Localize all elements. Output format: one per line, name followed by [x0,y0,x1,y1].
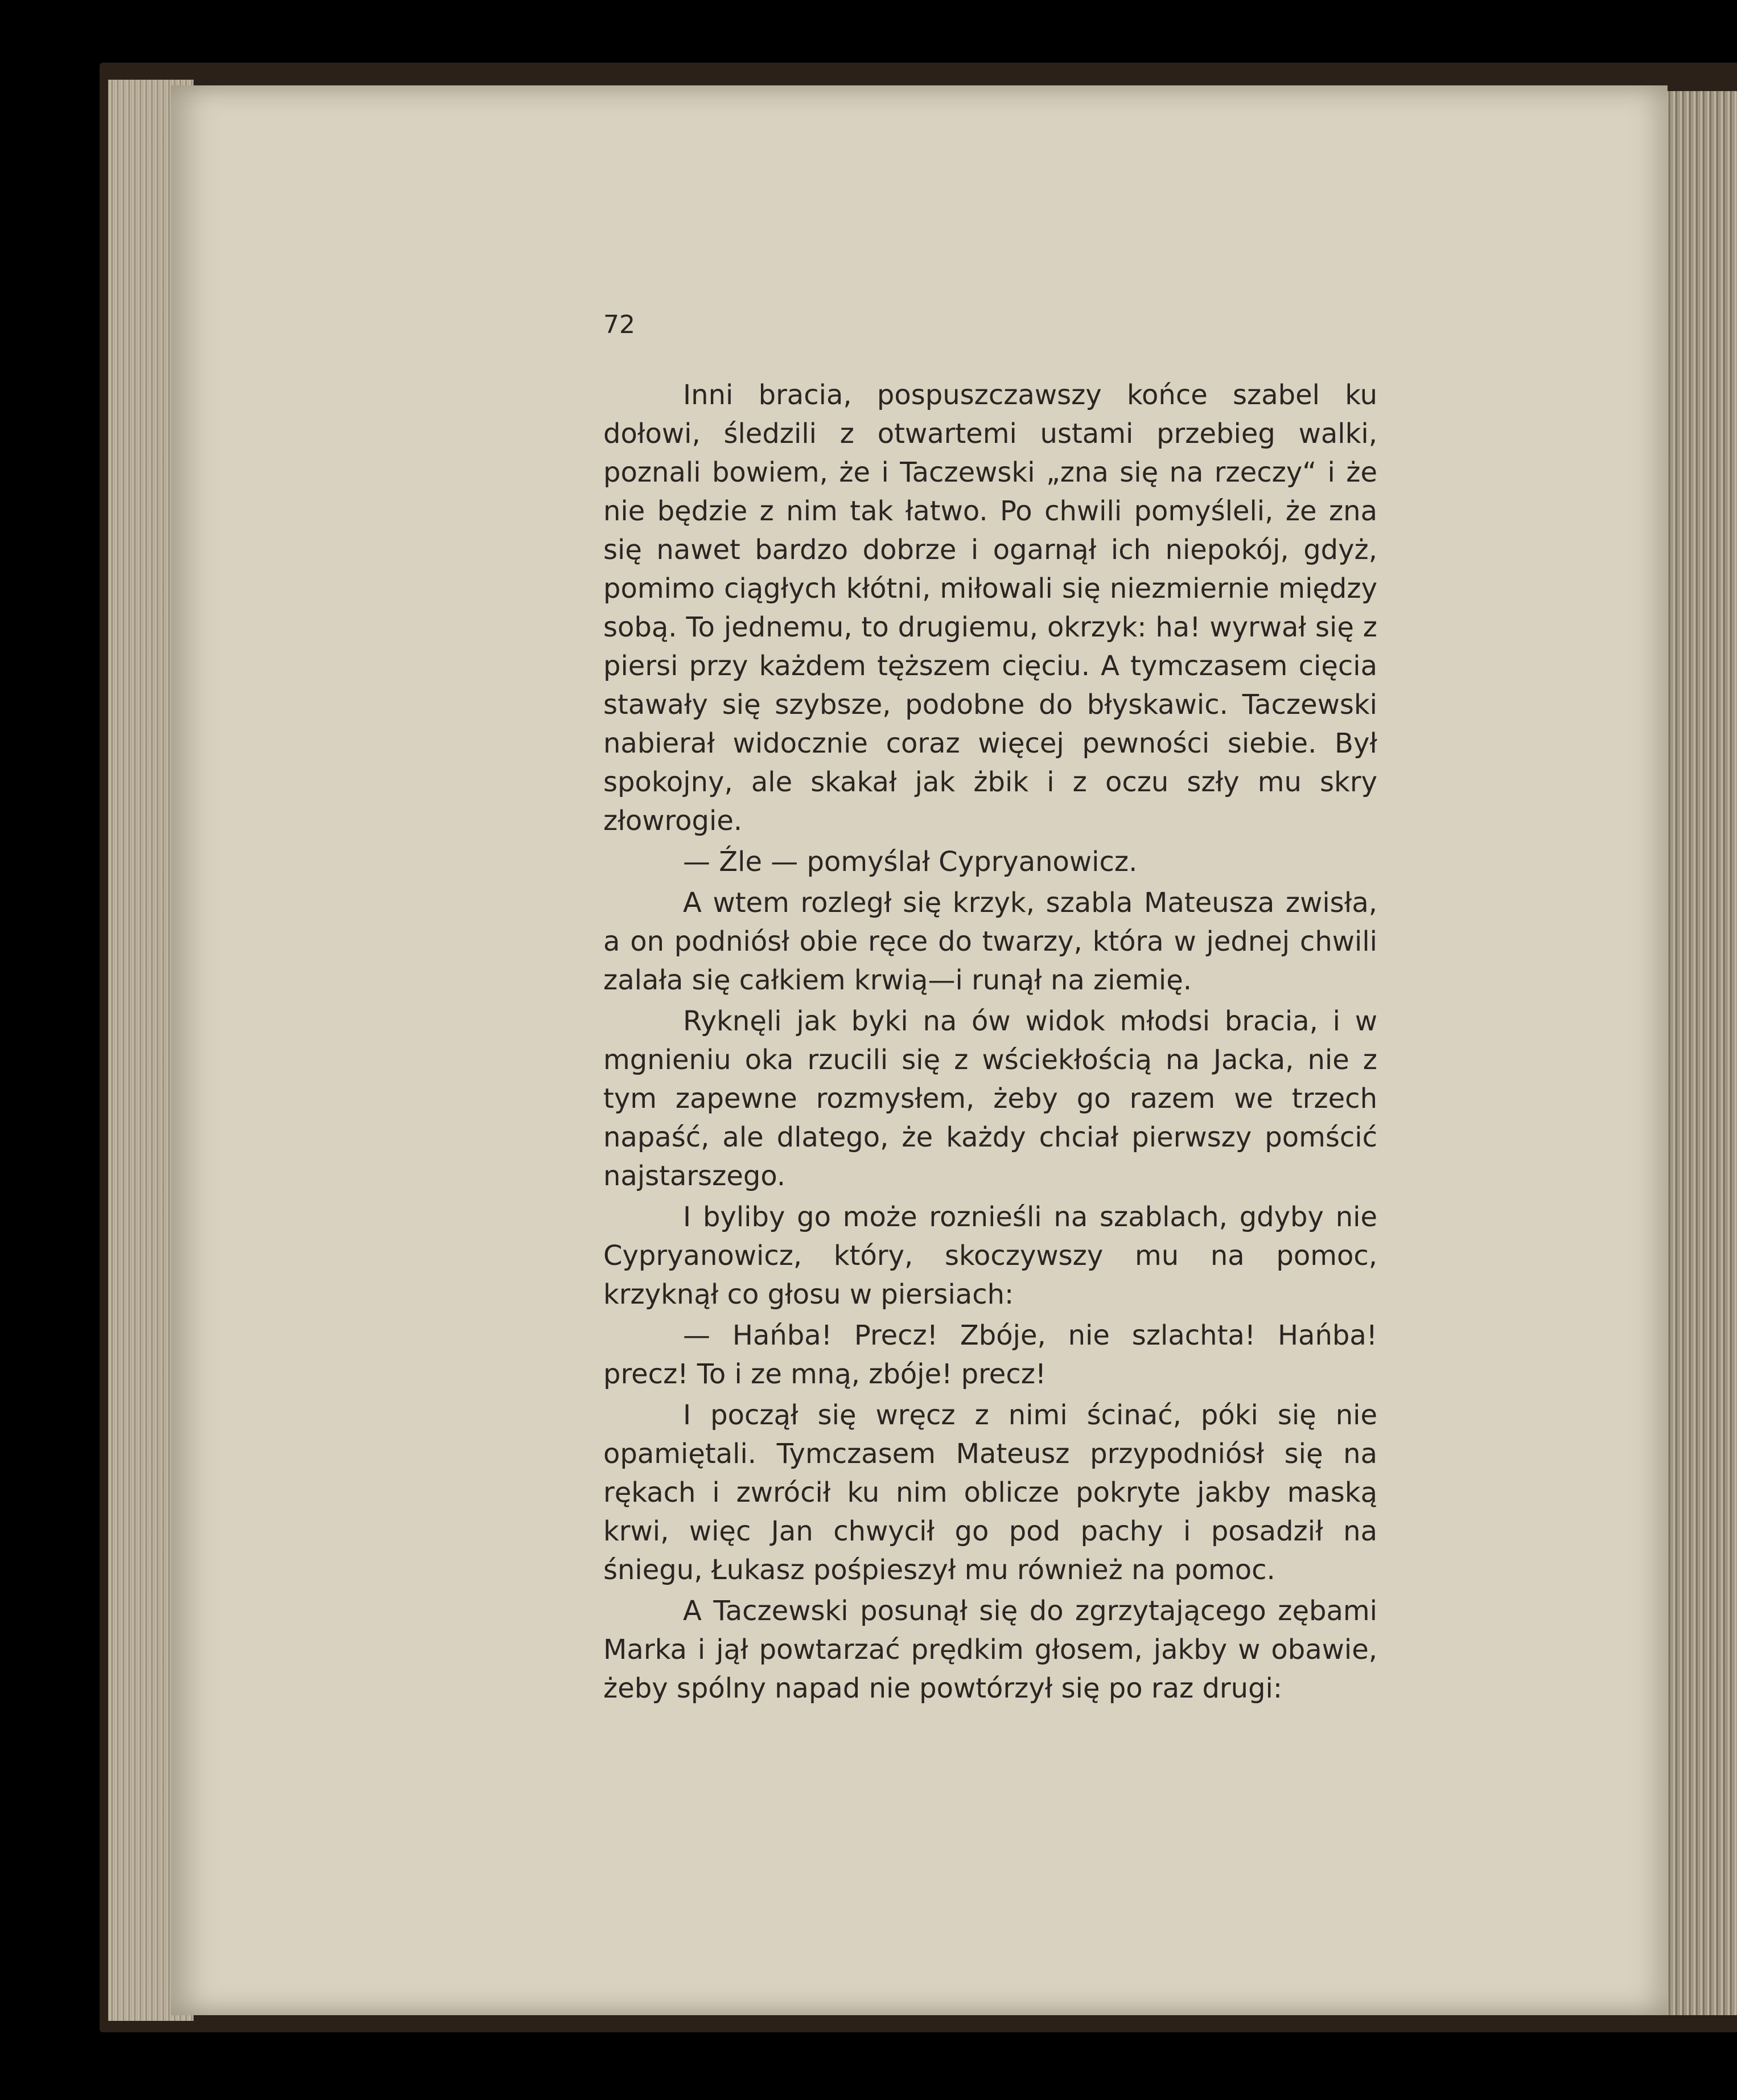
paragraph: Inni bracia, pospuszczawszy końce szabel ku dołowi, śledzili z otwartemi ustami przebieg walki, poznali bowiem, że i Taczewski „zna się na rzeczy“ i że nie będzie z nim tak łatwo. Po chwili pomyśleli, że zna się nawet bardzo dobrze i ogarnął ich niepokój, gdyż, pomimo ciągłych kłótni, miłowali się niezmiernie między sobą. To jednemu, to drugiemu, okrzyk: ha! wyrwał się z piersi przy każdem tęższem cięciu. A tymczasem cięcia stawały się szybsze, podobne do błyskawic. Taczewski nabierał widocznie coraz więcej pewności siebie. Był spokojny, ale skakał jak żbik i z oczu szły mu skry złowrogie. [603,379,1377,837]
paragraph: A Taczewski posunął się do zgrzytającego zębami Marka i jął powtarzać prędkim głosem, jakby w obawie, żeby spólny napad nie powtórzył się po raz drugi: [603,1595,1377,1704]
paragraph: Ryknęli jak byki na ów widok młodsi bracia, i w mgnieniu oka rzucili się z wściekłością na Jacka, nie z tym zapewne rozmysłem, żeby go razem we trzech napaść, ale dlatego, że każdy chciał pierwszy pomścić najstarszego. [603,1005,1377,1192]
paragraph: I począł się wręcz z nimi ścinać, póki się nie opamiętali. Tymczasem Mateusz przypodniósł się na rękach i zwrócił ku nim oblicze pokryte jakby maską krwi, więc Jan chwycił go pod pachy i posadził na śniegu, Łukasz pośpieszył mu również na pomoc. [603,1399,1377,1586]
paragraph: A wtem rozległ się krzyk, szabla Mateusza zwisła, a on podniósł obie ręce do twarzy, która w jednej chwili zalała się całkiem krwią—i runął na ziemię. [603,887,1377,996]
paragraph: — Hańba! Precz! Zbóje, nie szlachta! Hańba! precz! To i ze mną, zbóje! precz! [603,1320,1377,1390]
page-number: 72 [603,310,635,339]
body-text [603,376,1377,1710]
paragraph: — Źle — pomyślał Cypryanowicz. [683,846,1138,878]
paragraph: I byliby go może roznieśli na szablach, gdyby nie Cypryanowicz, który, skoczywszy mu na pomoc, krzyknął co głosu w piersiach: [603,1201,1377,1310]
right-page-edges [1665,91,1737,2015]
